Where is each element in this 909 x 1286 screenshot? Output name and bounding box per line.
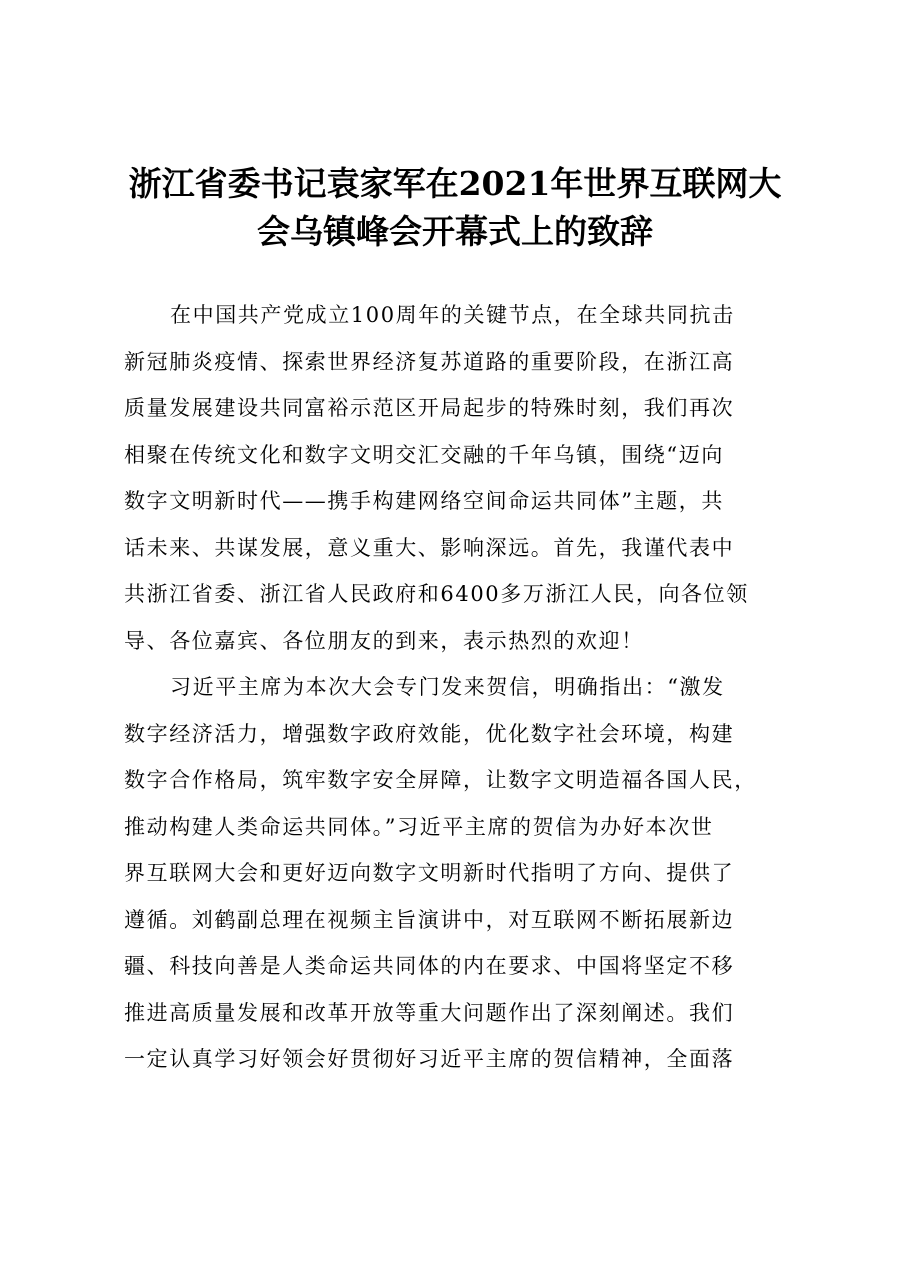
document-body [124,292,796,1083]
paragraph-line: 数字文明新时代——携手构建网络空间命运共同体”主题，共 [124,489,724,513]
paragraph-line: 话未来、共谋发展，意义重大、影响深远。首先，我谨代表中 [124,535,735,560]
paragraph-line: 界互联网大会和更好迈向数字文明新时代指明了方向、提供了 [124,861,735,885]
paragraph-line: 推进高质量发展和改革开放等重大问题作出了深刻阐述。我们 [124,1000,735,1025]
title-line-2: 会乌镇峰会开幕式上的致辞 [257,212,653,251]
title-line-1: 浙江省委书记袁家军在2021年世界互联网大 [128,164,782,203]
paragraph-line: 质量发展建设共同富裕示范区开局起步的特殊时刻，我们再次 [124,396,735,420]
paragraph-line: 遵循。刘鹤副总理在视频主旨演讲中，对互联网不断拓展新边 [124,907,735,932]
paragraph-line: 导、各位嘉宾、各位朋友的到来，表示热烈的欢迎！ [124,628,644,653]
paragraph-line: 一定认真学习好领会好贯彻好习近平主席的贺信精神，全面落 [124,1047,735,1071]
paragraph-line: 习近平主席为本次大会专门发来贺信，明确指出：“激发 [170,675,725,699]
paragraph-line: 新冠肺炎疫情、探索世界经济复苏道路的重要阶段，在浙江高 [124,349,735,374]
paragraph-line: 数字经济活力，增强数字政府效能，优化数字社会环境，构建 [124,721,735,746]
document-title [120,160,790,256]
paragraph-line: 疆、科技向善是人类命运共同体的内在要求、中国将坚定不移 [124,954,735,978]
paragraph-line: 在中国共产党成立100周年的关键节点，在全球共同抗击 [170,303,735,327]
paragraph-line: 推动构建人类命运共同体。”习近平主席的贺信为办好本次世 [124,814,714,839]
paragraph-line: 相聚在传统文化和数字文明交汇交融的千年乌镇，围绕“迈向 [124,442,724,467]
paragraph-2 [124,664,796,1083]
paragraph-1 [124,292,796,664]
paragraph-line: 数字合作格局，筑牢数字安全屏障，让数字文明造福各国人民， [124,768,757,792]
paragraph-line: 共浙江省委、浙江省人民政府和6400多万浙江人民，向各位领 [124,582,749,606]
